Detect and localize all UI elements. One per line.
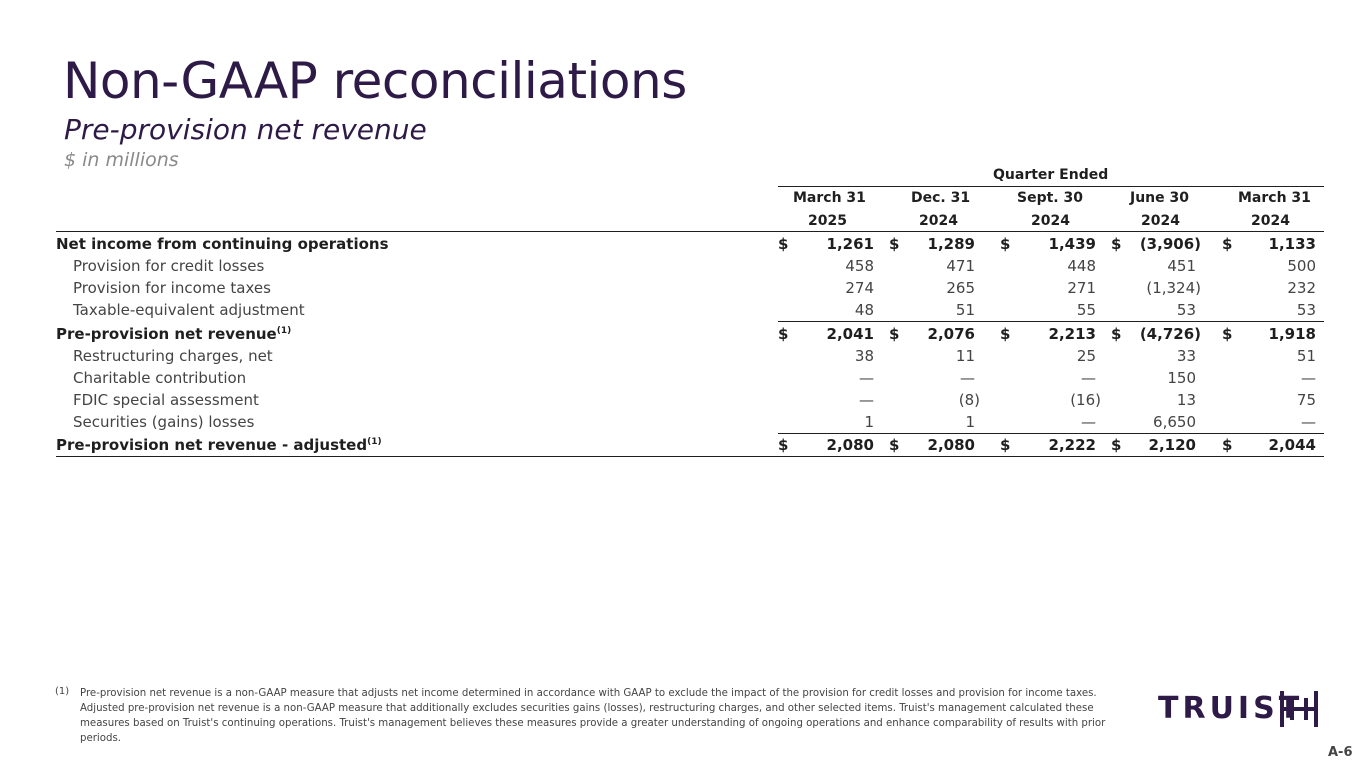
value-cell: (16) [1070,391,1101,409]
dollar-sign: $ [1222,235,1233,253]
dollar-sign: $ [778,235,789,253]
row-label-text: Pre-provision net revenue [56,325,277,343]
value-cell: 53 [1296,301,1316,319]
value-cell: — [1301,413,1316,431]
row-label: Provision for credit losses [73,257,265,275]
quarter-ended-header: Quarter Ended [993,167,1109,183]
table-bottom-rule [56,456,1324,457]
dollar-sign: $ [1111,235,1122,253]
value-cell: 2,213 [1048,325,1096,343]
dollar-sign: $ [778,325,789,343]
value-cell: (1,324) [1146,279,1201,297]
col-header-month-0: March 31 [793,190,866,206]
row-label: Taxable-equivalent adjustment [73,301,305,319]
footnote-marker: (1) [55,686,70,697]
value-cell: 150 [1167,369,1196,387]
footnote-ref: (1) [276,326,292,336]
value-cell: 2,044 [1268,436,1316,454]
table-row [56,322,1324,344]
dollar-sign: $ [1111,325,1122,343]
dollar-sign: $ [889,436,900,454]
value-cell: 75 [1296,391,1316,409]
dollar-sign: $ [889,325,900,343]
value-cell: 1 [864,413,874,431]
row-label [56,325,291,343]
value-cell: (8) [958,391,980,409]
value-cell: 2,120 [1148,436,1196,454]
value-cell: — [1081,369,1096,387]
value-cell: 1,261 [826,235,874,253]
value-cell: 51 [955,301,975,319]
value-cell: — [859,391,874,409]
logo-wordmark: TRUIST [1158,691,1304,726]
dollar-sign: $ [1111,436,1122,454]
truist-monogram-icon [1279,690,1319,728]
table-row [56,388,1324,410]
value-cell: — [1081,413,1096,431]
value-cell: 11 [955,347,975,365]
col-header-month-1: Dec. 31 [911,190,971,206]
value-cell: 274 [845,279,874,297]
value-cell: — [859,369,874,387]
value-cell: 55 [1076,301,1096,319]
value-cell: 2,041 [826,325,874,343]
value-cell: 471 [946,257,975,275]
dollar-sign: $ [1000,436,1011,454]
value-cell: (3,906) [1139,235,1201,253]
row-label-text: Pre-provision net revenue - adjusted [56,436,368,454]
value-cell: 1,439 [1048,235,1096,253]
value-cell: 51 [1296,347,1316,365]
col-header-month-2: Sept. 30 [1017,190,1083,206]
col-header-month-4: March 31 [1238,190,1311,206]
col-header-year-3: 2024 [1141,213,1180,229]
value-cell: 6,650 [1153,413,1196,431]
page-subtitle: Pre-provision net revenue [64,113,427,146]
table-row [56,254,1324,276]
value-cell: 25 [1076,347,1096,365]
value-cell: (4,726) [1139,325,1201,343]
value-cell: 13 [1176,391,1196,409]
value-cell: 500 [1287,257,1316,275]
value-cell: 1,918 [1268,325,1316,343]
row-label: Securities (gains) losses [73,413,255,431]
table-row [56,433,1324,455]
dollar-sign: $ [1222,436,1233,454]
table-row [56,410,1324,432]
row-label [56,436,382,454]
table-row [56,298,1324,320]
row-label: Charitable contribution [73,369,247,387]
value-cell: 38 [854,347,874,365]
value-cell: 458 [845,257,874,275]
col-header-month-3: June 30 [1130,190,1189,206]
footnote-ref: (1) [367,437,382,447]
units-note: $ in millions [64,149,179,171]
value-cell: 33 [1176,347,1196,365]
dollar-sign: $ [889,235,900,253]
col-header-year-1: 2024 [919,213,958,229]
value-cell: — [960,369,975,387]
row-label: Net income from continuing operations [56,235,389,253]
value-cell: 1 [965,413,975,431]
table-row [56,344,1324,366]
row-label: FDIC special assessment [73,391,259,409]
table-row [56,276,1324,298]
dollar-sign: $ [1000,325,1011,343]
dollar-sign: $ [778,436,789,454]
col-header-year-4: 2024 [1251,213,1290,229]
value-cell: 53 [1176,301,1196,319]
footnote-text: Pre-provision net revenue is a non-GAAP measure that adjusts net income determined in accordance with GAAP to exclude the impact of the provision for credit losses and provision for income taxes. Adjusted pre-provision net revenue is a non-GAAP measure that additionally excludes securities gains (losses), restructuring charges, and other selected items. Truist's management calculated these measures based on Truist's continuing operations. Truist's management believes these measures provide a greater understanding of ongoing operations and enhance comparability of results with prior periods. [80,688,1106,744]
value-cell: 448 [1067,257,1096,275]
value-cell: 2,222 [1048,436,1096,454]
header-rule [778,186,1324,187]
table-row [56,366,1324,388]
col-header-year-2: 2024 [1031,213,1070,229]
value-cell: 1,289 [927,235,975,253]
row-label: Restructuring charges, net [73,347,273,365]
value-cell: 271 [1067,279,1096,297]
value-cell: 2,076 [927,325,975,343]
dollar-sign: $ [1222,325,1233,343]
truist-logo [1158,689,1320,728]
value-cell: 265 [946,279,975,297]
row-label: Provision for income taxes [73,279,271,297]
page-number: A-6 [1328,745,1353,760]
value-cell: 451 [1167,257,1196,275]
value-cell: 1,133 [1268,235,1316,253]
value-cell: 232 [1287,279,1316,297]
value-cell: 48 [854,301,874,319]
value-cell: 2,080 [826,436,874,454]
value-cell: 2,080 [927,436,975,454]
page-title: Non-GAAP reconciliations [63,52,687,110]
value-cell: — [1301,369,1316,387]
dollar-sign: $ [1000,235,1011,253]
table-row [56,232,1324,254]
col-header-year-0: 2025 [808,213,847,229]
